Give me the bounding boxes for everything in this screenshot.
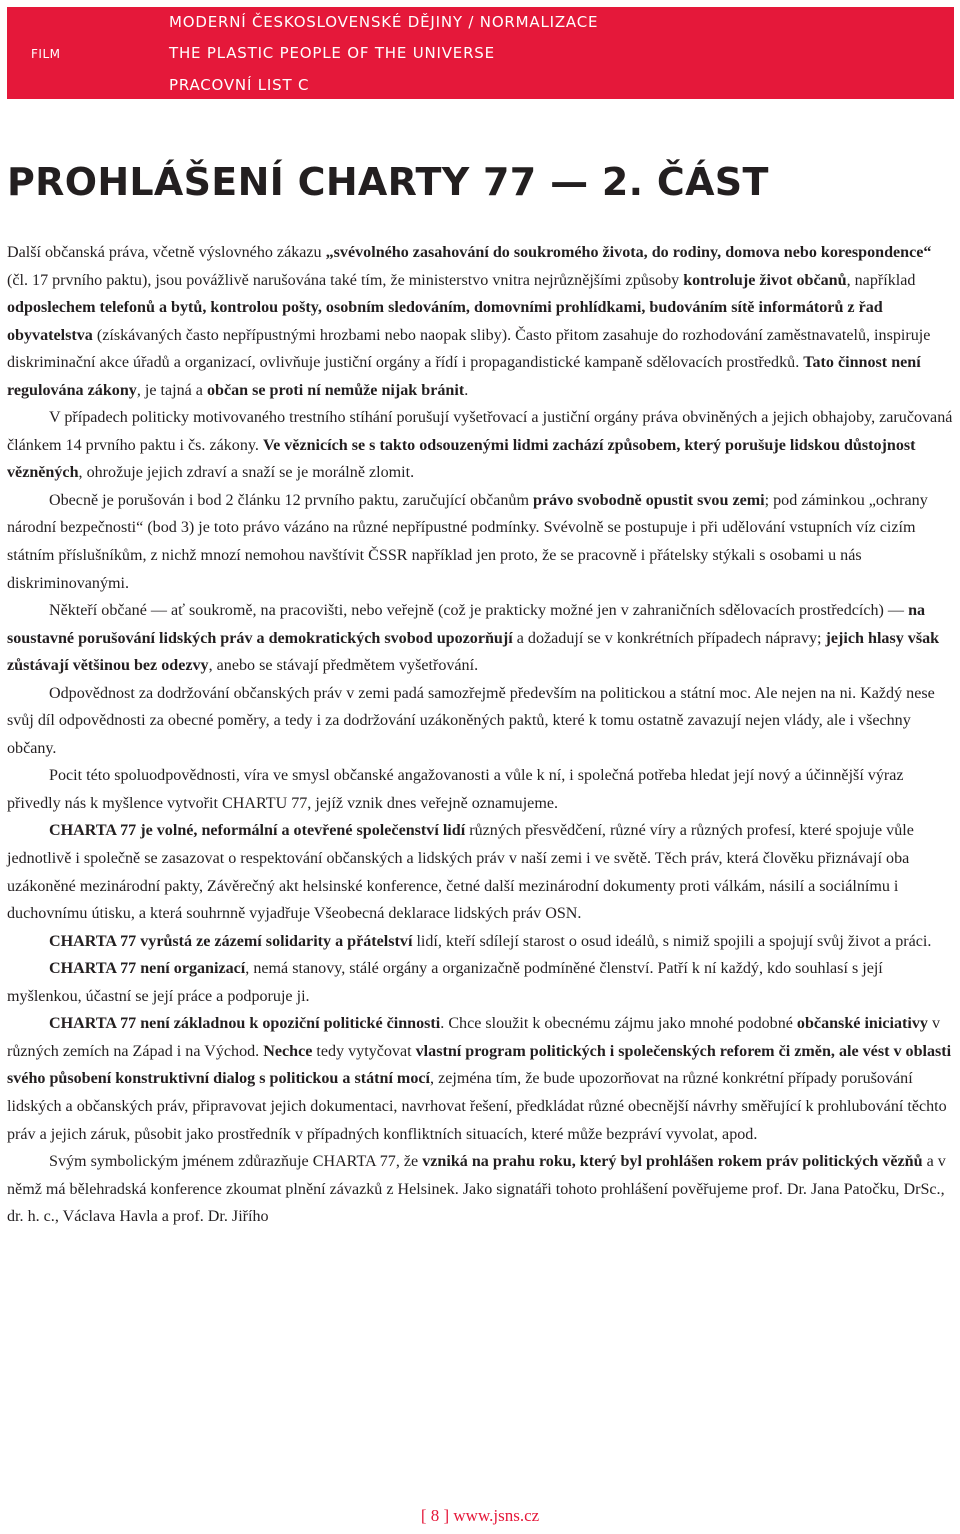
- text-run: .: [464, 381, 469, 399]
- text-run: , je tajná a: [136, 381, 207, 399]
- text-run: v různých zemích na Západ i na Východ.: [7, 1015, 940, 1060]
- body-paragraph: [7, 680, 953, 763]
- body-paragraph: [7, 817, 953, 927]
- text-run: ; pod záminkou „ochrany národní bezpečnosti“ (bod 3) je toto právo vázáno na různé nepřípustné podmínky. Svévolně se postupuje i při udělování vstupních víz cizím státním příslušníkům, z nichž mnozí nemohou navštívit ČSSR například jen proto, že se pracovně i přátelsky stýkali s osobami u nás diskriminovanými.: [7, 491, 928, 592]
- emphasis-text: kontroluje život občanů: [683, 271, 847, 289]
- text-run: Svým symbolickým jménem zdůrazňuje CHARTA 77, že: [49, 1153, 423, 1171]
- header-banner: [7, 7, 954, 99]
- body-paragraph: [7, 239, 953, 404]
- page-footer: [0, 1506, 960, 1526]
- document-body: [7, 239, 953, 1231]
- emphasis-text: Nechce: [263, 1042, 313, 1060]
- emphasis-text: CHARTA 77 není základnou k opoziční politické činnosti: [49, 1015, 441, 1033]
- text-run: Odpovědnost za dodržování občanských práv v zemi padá samozřejmě především na politickou a státní moc. Ale nejen na ni. Každý nese svůj díl odpovědnosti za obecné poměry, a tedy i za dodržování uzákoněných paktů, které k tomu ostatně zavazují nejen vlády, ale i všechny občany.: [7, 684, 935, 757]
- text-run: lidí, kteří sdílejí starost o osud ideálů, s nimiž spojili a spojují svůj život a práci.: [412, 932, 932, 950]
- header-film-title: THE PLASTIC PEOPLE OF THE UNIVERSE: [169, 44, 495, 62]
- body-paragraph: [7, 1148, 953, 1231]
- body-paragraph: [7, 597, 953, 680]
- text-run: , ohrožuje jejich zdraví a snaží se je morálně zlomit.: [78, 464, 415, 482]
- page-bracket-open: [: [420, 1506, 427, 1525]
- emphasis-text: CHARTA 77 vyrůstá ze zázemí solidarity a přátelství: [49, 932, 413, 950]
- emphasis-text: vlastní program politických i společenských reforem či změn, ale vést v oblasti svého působení konstruktivní dialog s politickou a státní mocí: [7, 1042, 952, 1088]
- text-run: , zejména tím, že bude upozorňovat na různé konkrétní případy porušování lidských a občanských práv, připravovat jejich dokumentaci, navrhovat řešení, předkládat různé obecnější návrhy směřující k prohlubování těchto práv a jejich záruk, působit jako prostředník v případných konfliktních situacích, které může bezpráví vyvolat, apod.: [7, 1070, 947, 1143]
- emphasis-text: odposlechem telefonů a bytů, kontrolou pošty, osobním sledováním, domovními prohlídkami, budováním sítě informátorů z řad obyvatelstva: [7, 299, 883, 344]
- body-paragraph: [7, 487, 953, 597]
- text-run: různých přesvědčení, různé víry a různých profesí, které spojuje vůle jednotlivě i společně se zasazovat o respektování občanských a lidských práv v naší zemi i ve světě. Těch práv, která člověku přiznávají oba uzákoněné mezinárodní pakty, Závěrečný akt helsinské konference, četné další mezinárodní dokumenty proti válkám, násilí a sociálnímu i duchovnímu útisku, a která souhrnně vyjadřuje Všeobecná deklarace lidských práv OSN.: [7, 822, 914, 923]
- text-run: , nemá stanovy, stálé orgány a organizačně podmíněné členství. Patří k ní každý, kdo souhlasí s její myšlenkou, účastní se její práce a podporuje ji.: [7, 960, 883, 1005]
- emphasis-text: CHARTA 77 není organizací: [49, 960, 246, 978]
- body-paragraph: [7, 1010, 953, 1148]
- text-run: . Chce sloužit k obecnému zájmu jako mnohé podobné: [440, 1015, 797, 1033]
- body-paragraph: [7, 928, 953, 956]
- text-run: tedy vytyčovat: [312, 1042, 416, 1060]
- body-paragraph: [7, 404, 953, 487]
- text-run: Další občanská práva, včetně výslovného zákazu: [7, 244, 326, 261]
- footer-link[interactable]: www.jsns.cz: [453, 1506, 540, 1525]
- header-label: FILM: [31, 47, 61, 61]
- header-worksheet-label: PRACOVNÍ LIST C: [169, 76, 310, 94]
- emphasis-text: Ve věznicích se s takto odsouzenými lidmi zachází způsobem, který porušuje lidskou důstojnost vězněných: [7, 436, 916, 482]
- emphasis-text: občanské iniciativy: [796, 1015, 928, 1033]
- emphasis-text: CHARTA 77 je volné, neformální a otevřené společenství lidí: [49, 822, 466, 840]
- text-run: Obecně je porušován i bod 2 článku 12 prvního paktu, zaručující občanům: [49, 491, 534, 509]
- text-run: (čl. 17 prvního paktu), jsou povážlivě narušována také tím, že ministerstvo vnitra nejrůznějšími způsoby: [7, 271, 684, 289]
- page-number: 8: [430, 1506, 440, 1525]
- emphasis-text: vzniká na prahu roku, který byl prohlášen rokem práv politických vězňů: [422, 1153, 923, 1171]
- text-run: Někteří občané — ať soukromě, na pracovišti, nebo veřejně (což je prakticky možné jen v zahraničních sdělovacích prostředcích) —: [49, 602, 909, 620]
- emphasis-text: občan se proti ní nemůže nijak bránit: [206, 381, 465, 399]
- text-run: , anebo se stávají předmětem vyšetřování.: [208, 657, 479, 675]
- text-run: (získávaných často nepřípustnými hrozbami nebo naopak sliby). Často přitom zasahuje do rozhodování zaměstnavatelů, inspiruje diskriminační akce úřadů a organizací, ovlivňuje justiční orgány a řídí i propagandistické kampaně sdělovacích prostředků.: [7, 326, 931, 372]
- emphasis-text: Tato činnost není regulována zákony: [7, 354, 921, 399]
- emphasis-text: „svévolného zasahování do soukromého života, do rodiny, domova nebo korespondence“: [325, 244, 932, 261]
- body-paragraph: [7, 955, 953, 1010]
- text-run: a dožadují se v konkrétních případech nápravy;: [512, 629, 826, 647]
- body-paragraph: [7, 762, 953, 817]
- text-run: a v němž má bělehradská konference zkoumat plnění závazků z Helsinek. Jako signatáři tohoto prohlášení pověřujeme prof. Dr. Jana Patočku, DrSc., dr. h. c., Václava Havla a prof. Dr. Jiřího: [7, 1153, 946, 1226]
- emphasis-text: jejich hlasy však zůstávají většinou bez odezvy: [7, 629, 940, 675]
- emphasis-text: na soustavné porušování lidských práv a demokratických svobod upozorňují: [7, 602, 926, 647]
- text-run: Pocit této spoluodpovědnosti, víra ve smysl občanské angažovanosti a vůle k ní, i společná potřeba hledat její nový a účinnější výraz přivedly nás k myšlence vytvořit CHARTU 77, jejíž vznik dnes veřejně oznamujeme.: [7, 767, 904, 812]
- header-series-title: MODERNÍ ČESKOSLOVENSKÉ DĚJINY / NORMALIZACE: [169, 13, 599, 31]
- text-run: , například: [846, 271, 916, 289]
- page-title: PROHLÁŠENÍ CHARTY 77 — 2. ČÁST: [7, 160, 769, 204]
- emphasis-text: právo svobodně opustit svou zemi: [533, 491, 765, 509]
- text-run: V případech politicky motivovaného trestního stíhání porušují vyšetřovací a justiční orgány práva obviněných a jejich obhajoby, zaručovaná článkem 14 prvního paktu i čs. zákony.: [7, 409, 953, 454]
- page-bracket-close: ]: [443, 1506, 450, 1525]
